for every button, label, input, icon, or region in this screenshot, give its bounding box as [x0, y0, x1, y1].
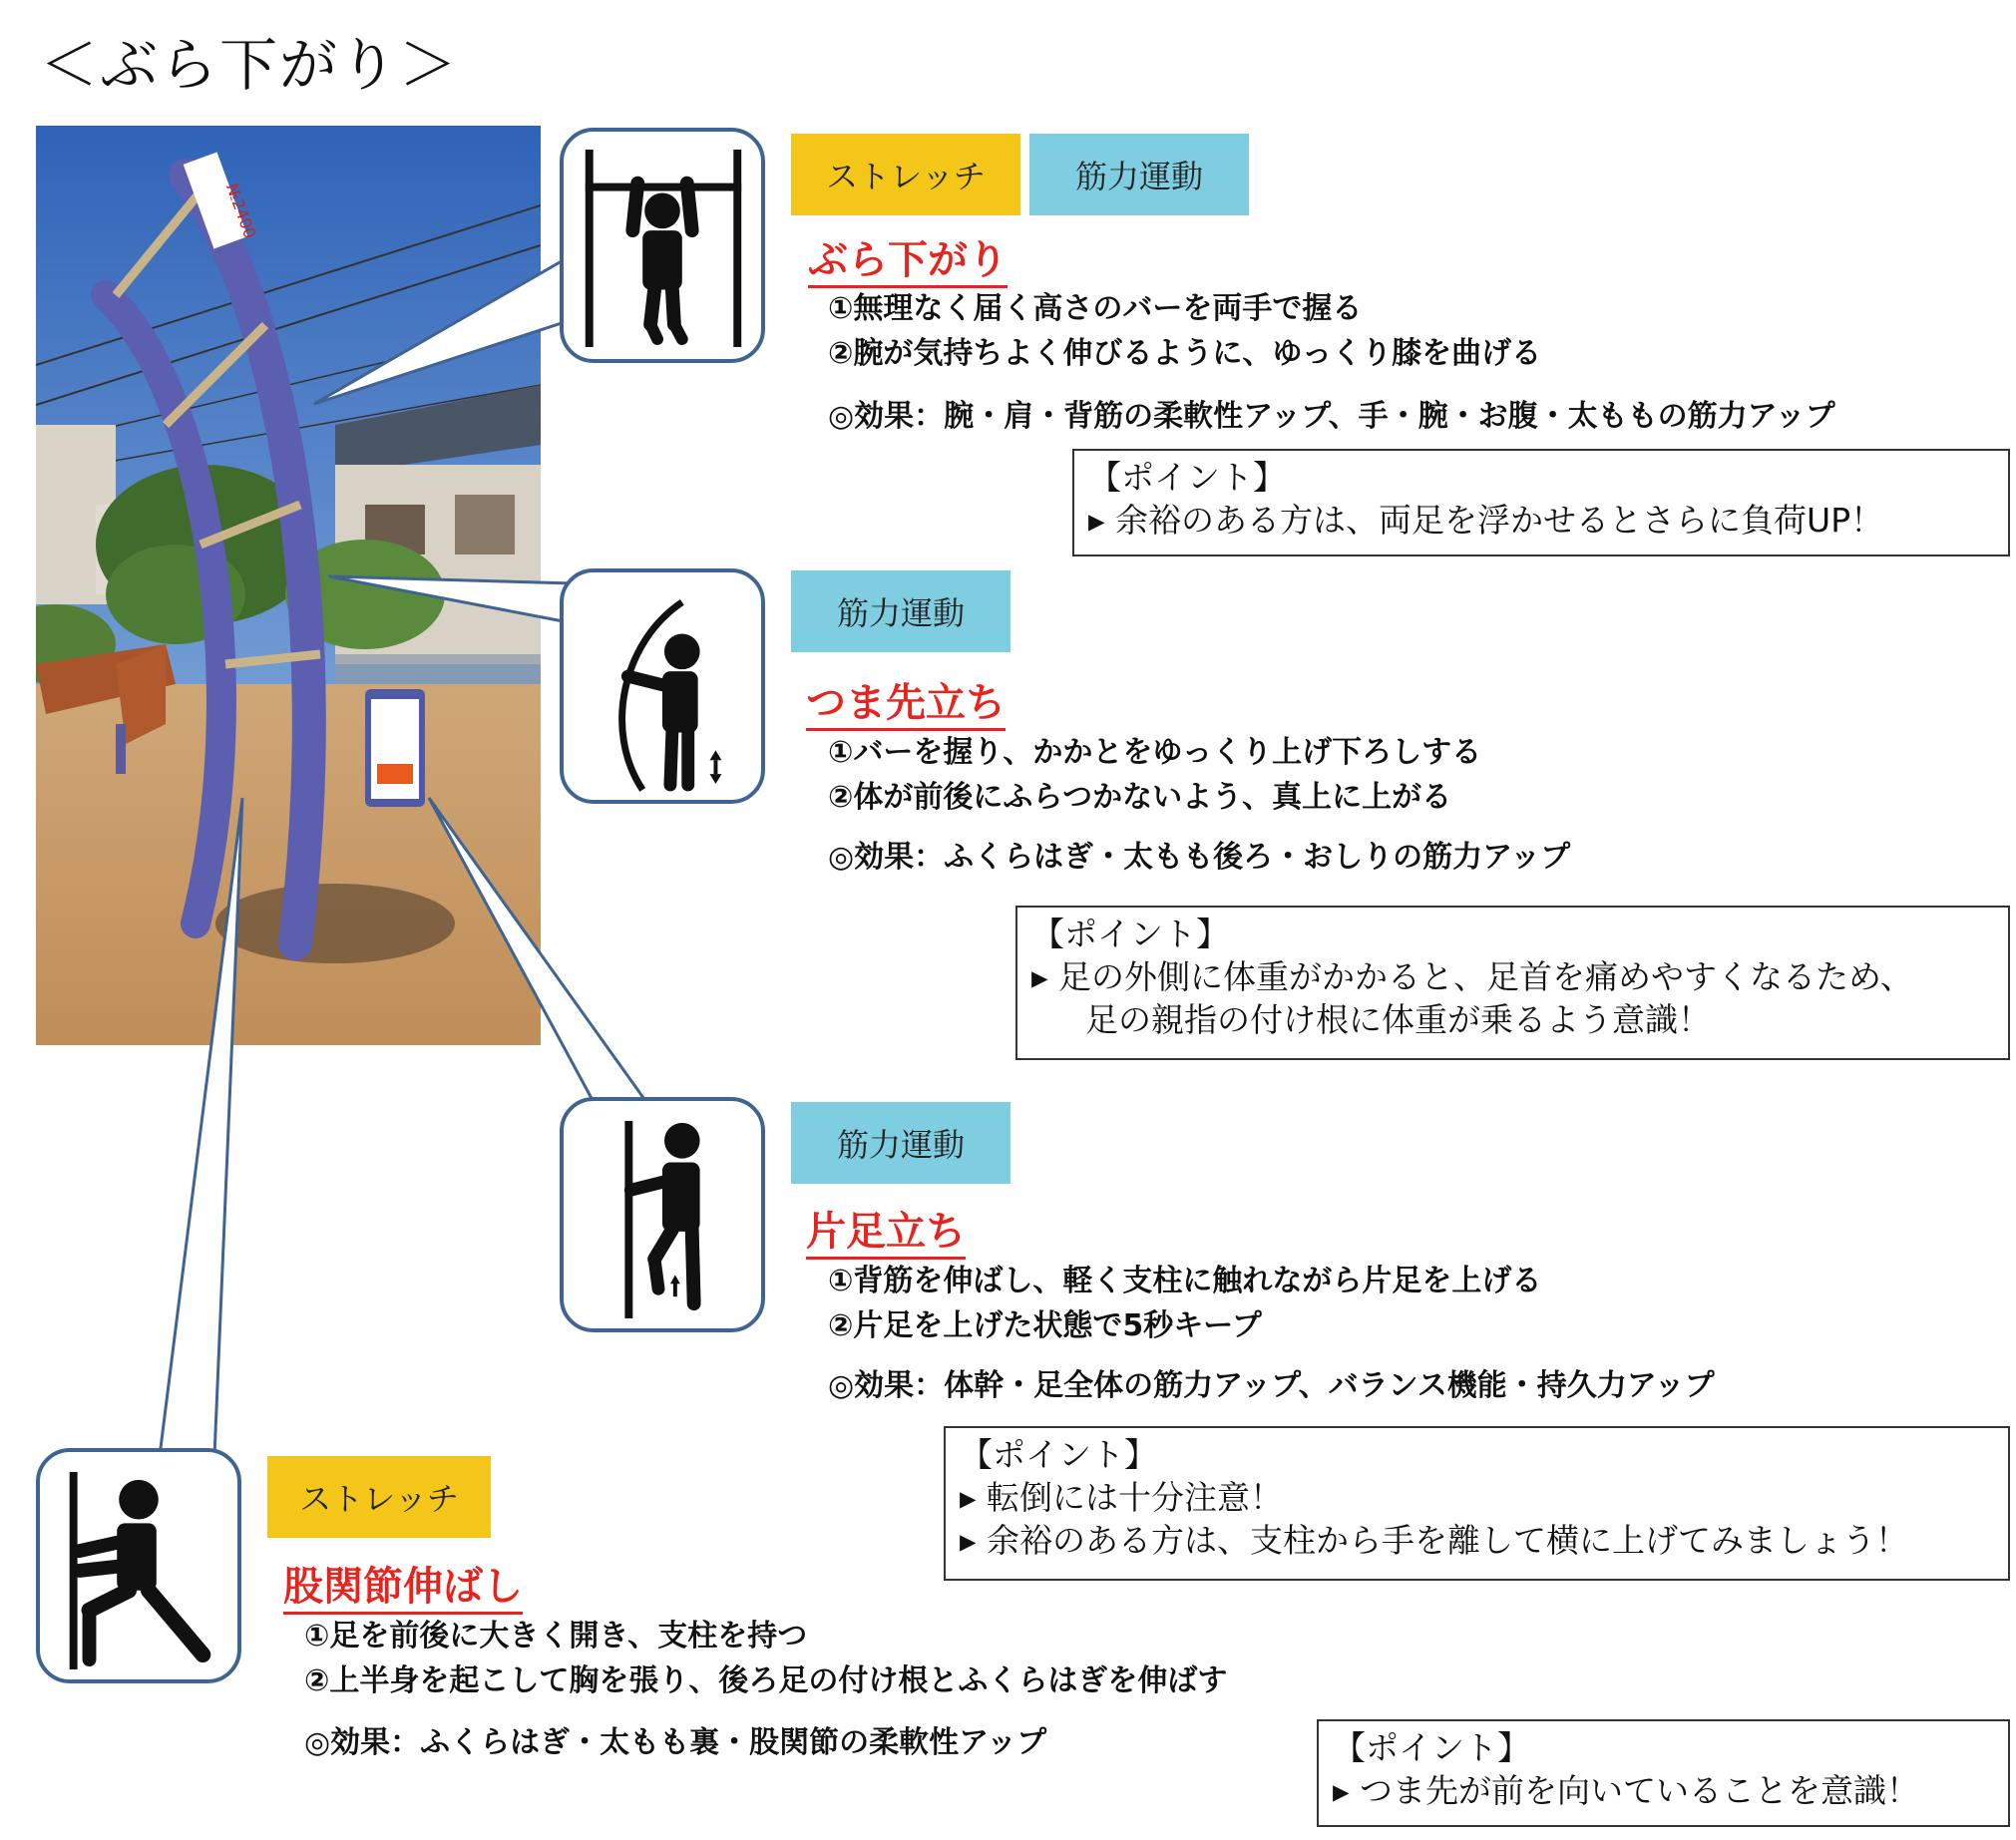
point-heading: 【ポイント】: [1031, 915, 1229, 953]
exercise-title: つま先立ち: [806, 680, 1006, 731]
exercise-step: ②片足を上げた状態で5秒キープ: [828, 1308, 1262, 1343]
point-box: [1015, 906, 2010, 1060]
point-heading: 【ポイント】: [1333, 1728, 1530, 1767]
exercise-title: 片足立ち: [806, 1209, 966, 1260]
page-title: ＜ぶら下がり＞: [40, 31, 460, 99]
exercise-title: 股関節伸ばし: [283, 1564, 523, 1615]
exercise-effect: ◎効果：腕・肩・背筋の柔軟性アップ、手・腕・お腹・太ももの筋力アップ: [828, 399, 1835, 434]
tag-strength: 筋力運動: [1029, 134, 1249, 215]
one-leg-stand-icon: [560, 1097, 765, 1332]
exercise-step: ①背筋を伸ばし、軽く支柱に触れながら片足を上げる: [828, 1264, 1542, 1298]
point-line: ▸ 転倒には十分注意！: [960, 1477, 1284, 1517]
exercise-effect: ◎効果：ふくらはぎ・太もも後ろ・おしりの筋力アップ: [828, 840, 1571, 875]
exercise-effect: ◎効果：体幹・足全体の筋力アップ、バランス機能・持久力アップ: [828, 1368, 1715, 1403]
exercise-step: ②腕が気持ちよく伸びるように、ゆっくり膝を曲げる: [828, 336, 1542, 371]
hip-stretch-icon: [36, 1448, 241, 1683]
point-box: [1072, 449, 2010, 556]
tiptoe-figure-icon: [560, 568, 765, 804]
tag-strength: 筋力運動: [791, 570, 1010, 652]
point-heading: 【ポイント】: [960, 1435, 1157, 1474]
point-line: ▸ 余裕のある方は、両足を浮かせるとさらに負荷UP！: [1088, 500, 1884, 540]
point-heading: 【ポイント】: [1088, 458, 1286, 497]
tag-stretch: ストレッチ: [267, 1456, 491, 1538]
exercise-step: ①バーを握り、かかとをゆっくり上げ下ろしする: [828, 735, 1482, 770]
point-box: [1317, 1719, 2010, 1827]
point-line: ▸ 足の外側に体重がかかると、足首を痛めやすくなるため、: [1031, 956, 1913, 996]
exercise-title: ぶら下がり: [808, 237, 1008, 288]
point-line: ▸ 余裕のある方は、支柱から手を離して横に上げてみましょう！: [960, 1520, 1909, 1560]
exercise-step: ②体が前後にふらつかないよう、真上に上がる: [828, 780, 1452, 815]
tag-stretch: ストレッチ: [791, 134, 1020, 215]
exercise-step: ①無理なく届く高さのバーを両手で握る: [828, 291, 1363, 326]
exercise-step: ①足を前後に大きく開き、支柱を持つ: [304, 1619, 808, 1654]
exercise-step: ②上半身を起こして胸を張り、後ろ足の付け根とふくらはぎを伸ばす: [304, 1663, 1228, 1698]
point-box: [944, 1426, 2010, 1581]
tag-strength: 筋力運動: [791, 1102, 1010, 1184]
photo-sign-label: №2400: [221, 181, 260, 241]
point-line: 足の親指の付け根に体重が乗るよう意識！: [1085, 999, 1711, 1039]
hanging-figure-icon: [560, 128, 765, 363]
exercise-effect: ◎効果：ふくらはぎ・太もも裏・股関節の柔軟性アップ: [304, 1725, 1047, 1760]
point-line: ▸ つま先が前を向いていることを意識！: [1333, 1770, 1920, 1810]
